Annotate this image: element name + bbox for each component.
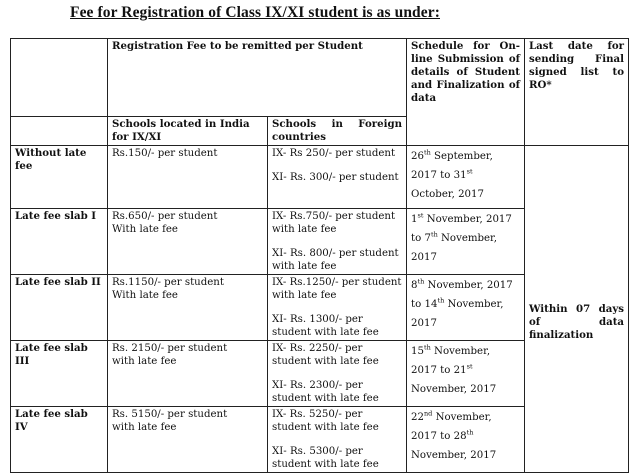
schedule-month: November,	[430, 346, 491, 357]
schedule-suffix-2: th	[430, 230, 438, 239]
header-row-main	[11, 39, 629, 117]
schedule-end: 2017	[411, 252, 437, 263]
header-last-date: Last date for sending Final signed list to RO*	[525, 39, 629, 146]
schedule-range: 2017 to 21	[411, 365, 467, 376]
schedule-suffix-2: st	[466, 167, 473, 176]
india-late-fee-note: With late fee	[112, 224, 178, 235]
page-title: Fee for Registration of Class IX/XI student is as under:	[70, 4, 440, 21]
foreign-fee-xi: XI- Rs. 2300/- per student with late fee	[272, 380, 379, 404]
schedule-day: 1	[411, 214, 418, 225]
schedule-end: November, 2017	[411, 450, 497, 461]
fee-category: Late fee slab IV	[11, 407, 108, 473]
foreign-fee-xi: XI- Rs. 800/- per student with late fee	[272, 248, 399, 272]
schedule-month: November, 2017	[424, 280, 513, 291]
india-fee: Rs.150/- per student	[112, 148, 218, 159]
last-date-word: days	[598, 303, 624, 315]
foreign-fee-ix: IX- Rs.1250/- per student with late fee	[272, 277, 402, 301]
last-date-word: finalization	[529, 329, 594, 341]
schedule-range: to 14	[411, 299, 438, 310]
schedule-day: 8	[411, 280, 418, 291]
schedule-suffix: th	[423, 343, 431, 352]
header-registration-fee: Registration Fee to be remitted per Student	[108, 39, 407, 117]
india-late-fee-note: with late fee	[112, 356, 177, 367]
last-date-cell	[525, 146, 629, 473]
foreign-fee-cell	[268, 275, 407, 341]
fee-table	[10, 38, 629, 473]
schedule-range-month: November,	[444, 299, 504, 310]
india-fee: Rs.1150/- per student	[112, 277, 224, 288]
foreign-fee-xi: XI- Rs. 1300/- per student with late fee	[272, 314, 379, 338]
schedule-cell	[407, 275, 525, 341]
schedule-end: October, 2017	[411, 189, 485, 200]
schedule-month: November, 2017	[423, 214, 512, 225]
header-empty-cell-2	[11, 117, 108, 146]
schedule-end: November, 2017	[411, 384, 497, 395]
fee-category: Late fee slab I	[11, 209, 108, 275]
schedule-suffix: nd	[423, 409, 433, 418]
india-fee-cell	[108, 209, 268, 275]
foreign-fee-ix: IX- Rs. 2250/- per student with late fee	[272, 343, 379, 367]
last-date-word: Within	[529, 303, 568, 315]
schedule-suffix-2: th	[466, 428, 474, 437]
header-schools-foreign: Schools in Foreign countries	[268, 117, 407, 146]
schedule-range: to 7	[411, 233, 431, 244]
schedule-cell	[407, 341, 525, 407]
fee-category: Late fee slab II	[11, 275, 108, 341]
foreign-fee-ix: IX- Rs.750/- per student with late fee	[272, 211, 396, 235]
schedule-suffix-2: st	[466, 362, 473, 371]
foreign-fee-ix: IX- Rs 250/- per student	[272, 148, 396, 159]
schedule-suffix: th	[423, 148, 431, 157]
schedule-range-month: November,	[437, 233, 498, 244]
schedule-suffix: st	[417, 211, 424, 220]
india-fee-cell	[108, 275, 268, 341]
foreign-fee-xi: XI- Rs. 300/- per student	[272, 172, 399, 183]
schedule-range: 2017 to 31	[411, 170, 467, 181]
header-schedule: Schedule for On-line Submission of details of Student and Finalization of data	[407, 39, 525, 146]
last-date-word: data	[598, 316, 625, 328]
foreign-fee-cell	[268, 146, 407, 209]
schedule-cell	[407, 407, 525, 473]
table-row	[11, 146, 629, 209]
india-fee: Rs. 2150/- per student	[112, 343, 228, 354]
last-date-word: of	[529, 316, 541, 328]
foreign-fee-ix: IX- Rs. 5250/- per student with late fee	[272, 409, 379, 433]
india-fee-cell	[108, 407, 268, 473]
schedule-suffix-2: th	[437, 296, 445, 305]
last-date-word: 07	[575, 303, 591, 315]
foreign-fee-xi: XI- Rs. 5300/- per student with late fee	[272, 446, 379, 470]
schedule-cell	[407, 209, 525, 275]
header-schools-india: Schools located in India for IX/XI	[108, 117, 268, 146]
india-fee: Rs.650/- per student	[112, 211, 218, 222]
fee-category: Without late fee	[11, 146, 108, 209]
header-empty-cell	[11, 39, 108, 117]
schedule-range: 2017 to 28	[411, 431, 467, 442]
india-late-fee-note: With late fee	[112, 290, 178, 301]
india-fee: Rs. 5150/- per student	[112, 409, 228, 420]
foreign-fee-cell	[268, 407, 407, 473]
schedule-day: 15	[411, 346, 424, 357]
india-fee-cell	[108, 146, 268, 209]
schedule-month: September,	[430, 151, 493, 162]
foreign-fee-cell	[268, 341, 407, 407]
schedule-end: 2017	[411, 318, 437, 329]
schedule-day: 26	[411, 151, 424, 162]
foreign-fee-cell	[268, 209, 407, 275]
fee-category: Late fee slab III	[11, 341, 108, 407]
schedule-day: 22	[411, 412, 424, 423]
schedule-suffix: th	[417, 277, 425, 286]
schedule-cell	[407, 146, 525, 209]
schedule-month: November,	[432, 412, 492, 423]
india-fee-cell	[108, 341, 268, 407]
india-late-fee-note: with late fee	[112, 422, 177, 433]
